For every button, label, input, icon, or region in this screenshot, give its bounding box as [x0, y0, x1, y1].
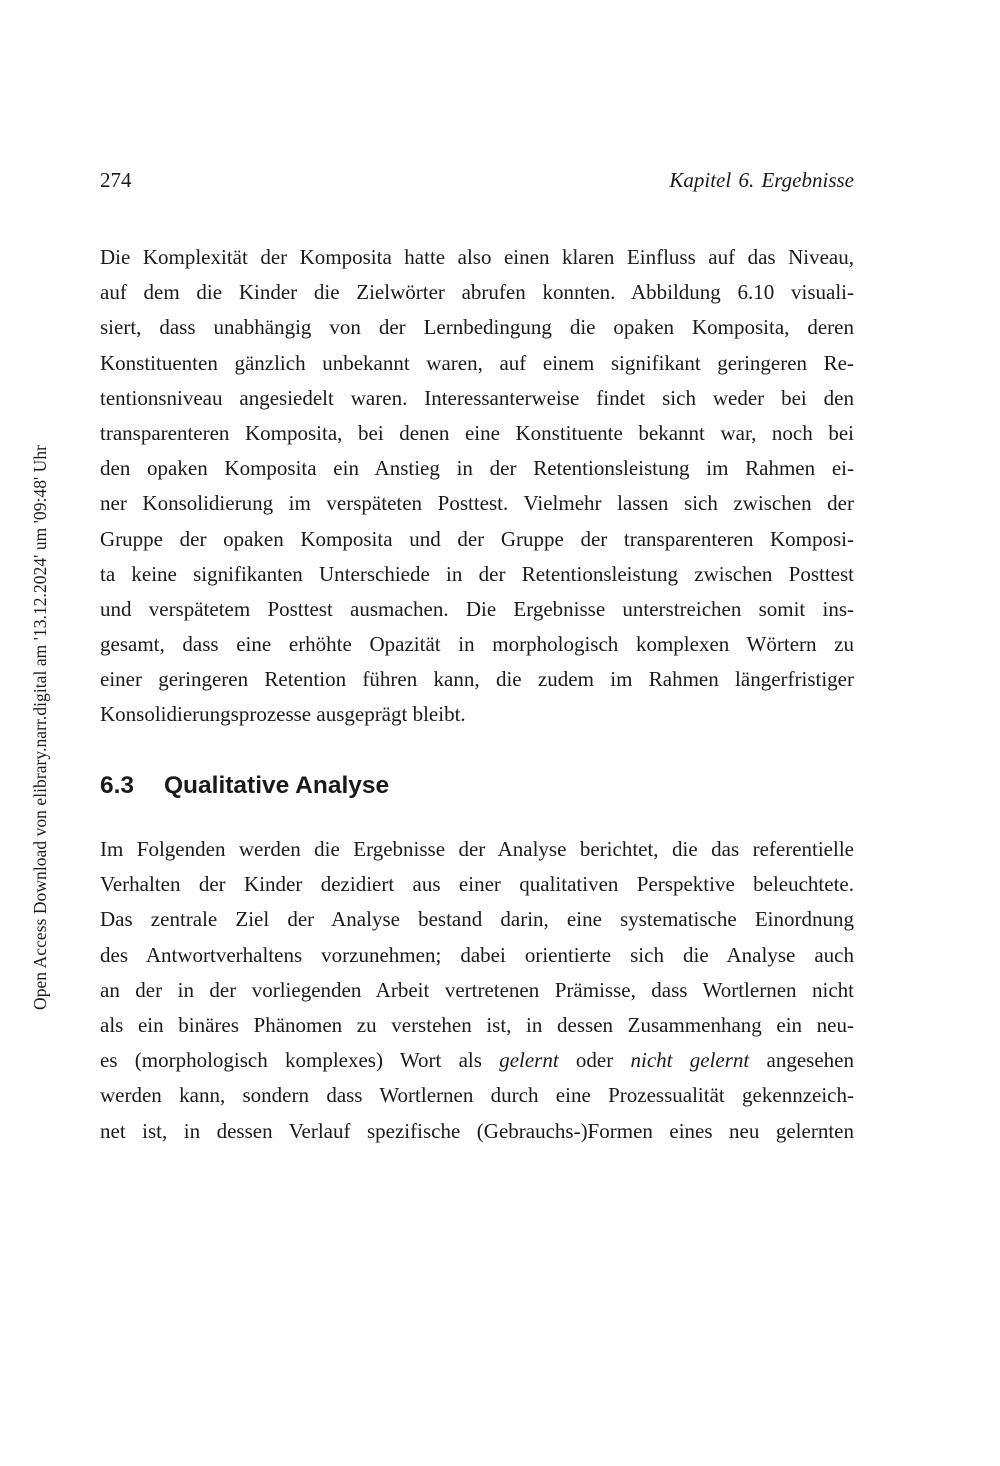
text-line: Verhalten der Kinder dezidiert aus einer qualitativen Perspektive beleuchtete. — [100, 872, 854, 897]
text-line: tentionsniveau angesiedelt waren. Interessanterweise findet sich weder bei den — [100, 385, 854, 410]
text-line: Konsolidierungsprozesse ausgeprägt bleibt. — [100, 702, 466, 727]
paragraph-retention — [100, 240, 854, 733]
text-line: siert, dass unabhängig von der Lernbedingung die opaken Komposita, deren — [100, 315, 854, 340]
text-line: Im Folgenden werden die Ergebnisse der Analyse berichtet, die das referentielle — [100, 837, 854, 861]
text-line: als ein binäres Phänomen zu verstehen ist, in dessen Zusammenhang ein neu- — [100, 1012, 854, 1037]
text-span: oder — [558, 1048, 631, 1073]
text-line: an der in der vorliegenden Arbeit vertretenen Prämisse, dass Wortlernen nicht — [100, 977, 854, 1002]
text-line: den opaken Komposita ein Anstieg in der Retentionsleistung im Rahmen ei- — [100, 456, 854, 481]
section-heading — [100, 772, 389, 800]
text-line: Konstituenten gänzlich unbekannt waren, auf einem signifikant geringeren Re- — [100, 350, 854, 375]
text-line: und verspätetem Posttest ausmachen. Die Ergebnisse unterstreichen somit ins- — [100, 596, 854, 621]
section-title: Qualitative Analyse — [164, 772, 390, 799]
running-header — [100, 168, 854, 198]
text-line: net ist, in dessen Verlauf spezifische (Gebrauchs-)Formen eines neu gelernten — [100, 1118, 854, 1143]
text-line-emphasis — [100, 1043, 854, 1078]
text-line: transparenteren Komposita, bei denen eine Konstituente bekannt war, noch bei — [100, 420, 854, 445]
page-number: 274 — [100, 168, 132, 192]
section-number: 6.3 — [100, 772, 135, 799]
text-line: Gruppe der opaken Komposita und der Gruppe der transparenteren Komposi- — [100, 526, 854, 551]
text-line: ner Konsolidierung im verspäteten Posttest. Vielmehr lassen sich zwischen der — [100, 491, 854, 516]
text-line: auf dem die Kinder die Zielwörter abrufen konnten. Abbildung 6.10 visuali- — [100, 280, 854, 305]
text-line: ta keine signifikanten Unterschiede in der Retentionsleistung zwischen Posttest — [100, 561, 854, 586]
text-line: werden kann, sondern dass Wortlernen durch eine Prozessualität gekennzeich- — [100, 1083, 854, 1108]
emphasis-gelernt: gelernt — [499, 1048, 559, 1073]
access-watermark: Open Access Download von elibrary.narr.digital am '13.12.2024' um '09:48' Uhr — [30, 444, 50, 1010]
text-line: gesamt, dass eine erhöhte Opazität in morphologisch komplexen Wörtern zu — [100, 632, 854, 657]
text-line: des Antwortverhaltens vorzunehmen; dabei orientierte sich die Analyse auch — [100, 942, 854, 967]
chapter-title: Kapitel 6. Ergebnisse — [669, 168, 854, 192]
text-line: einer geringeren Retention führen kann, die zudem im Rahmen längerfristiger — [100, 667, 854, 692]
text-span: es (morphologisch komplexes) Wort als — [100, 1048, 500, 1073]
text-line: Das zentrale Ziel der Analyse bestand darin, eine systematische Einordnung — [100, 907, 854, 932]
paragraph-qualitative — [100, 832, 854, 1149]
text-span: angesehen — [749, 1048, 854, 1073]
emphasis-nicht-gelernt: nicht gelernt — [630, 1048, 750, 1073]
text-line: Die Komplexität der Komposita hatte also einen klaren Einfluss auf das Niveau, — [100, 245, 854, 269]
